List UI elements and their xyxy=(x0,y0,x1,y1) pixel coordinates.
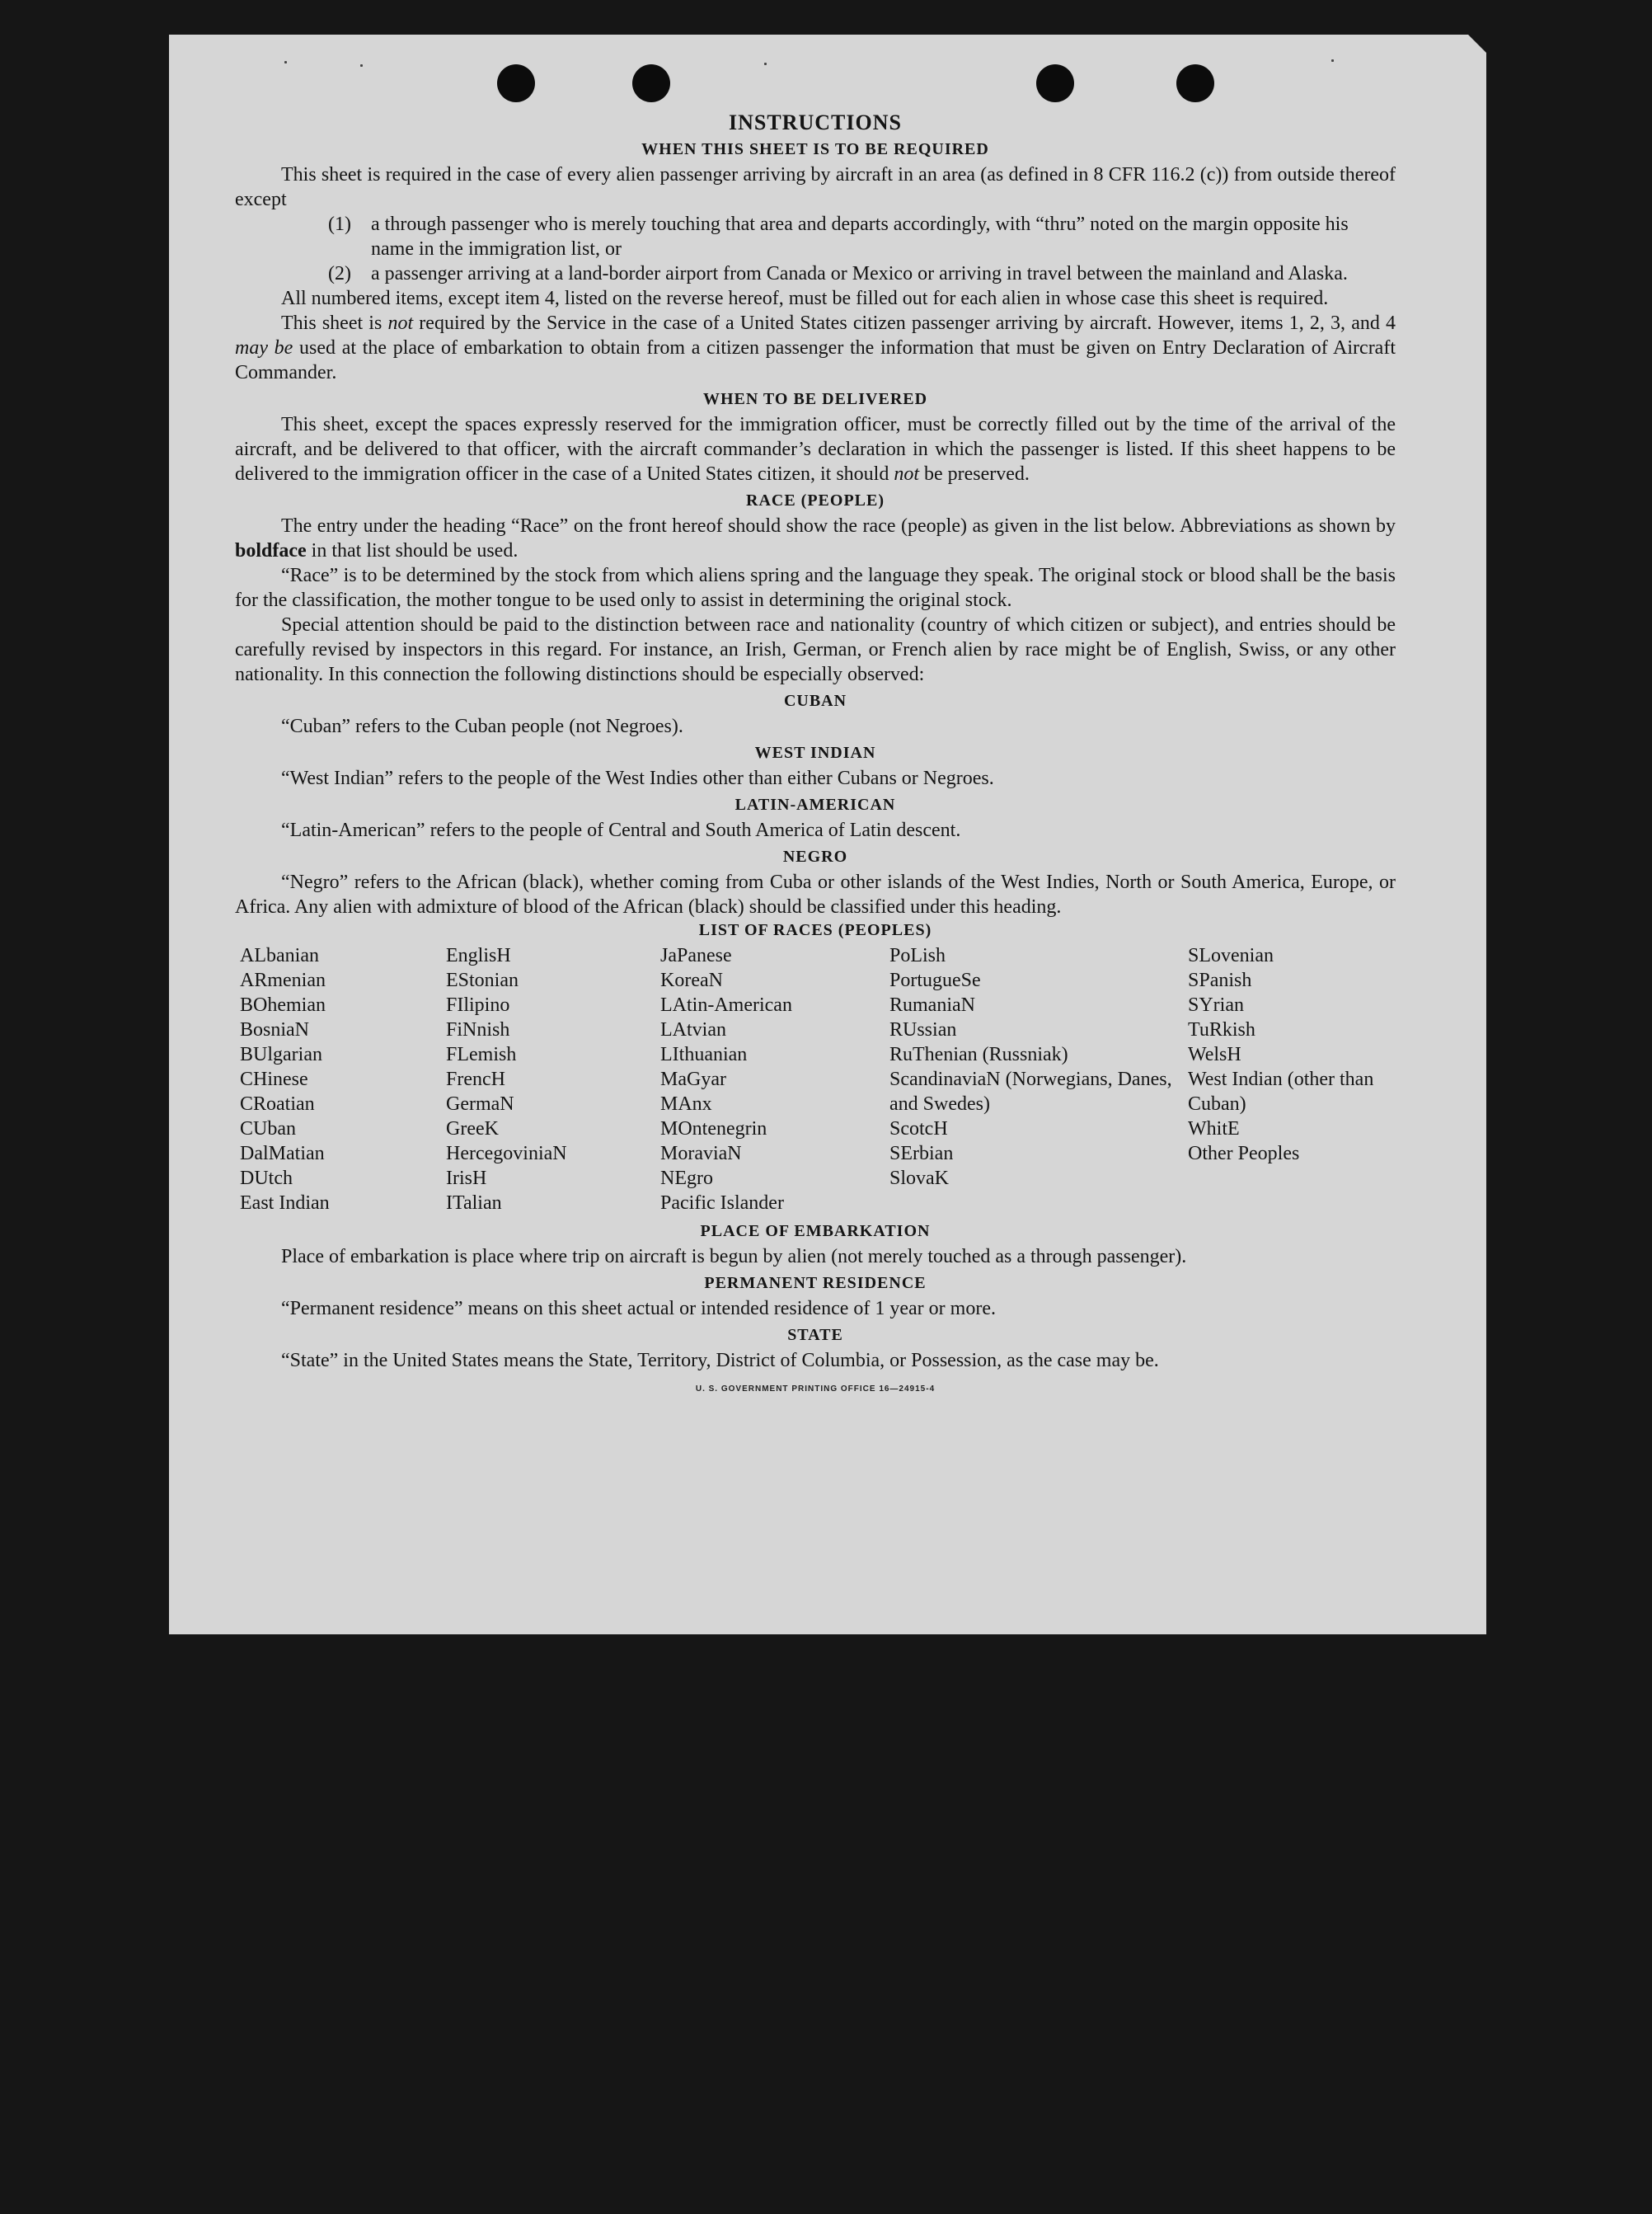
race-entry: RuThenian (Russniak) xyxy=(889,1044,1068,1065)
definition-heading-cuban: CUBAN xyxy=(783,692,847,710)
race-entry: WelsH xyxy=(1188,1044,1241,1065)
race-entry: TuRkish xyxy=(1188,1019,1255,1041)
race-paragraph-2: “Race” is to be determined by the stock from which aliens spring and the language they speak. The original stock or blood shall be the basis for the classification, the mother tongue to be used only to assist in determining the original stock. xyxy=(235,565,1396,611)
race-entry: LIthuanian xyxy=(660,1044,748,1065)
races-column xyxy=(1188,943,1394,1215)
race-entry: ARmenian xyxy=(240,970,326,991)
exception-item xyxy=(235,212,1396,261)
scan-speck xyxy=(284,61,287,63)
definition-heading-latin-american: LATIN-AMERICAN xyxy=(734,796,896,814)
citizen-text: This sheet is xyxy=(281,313,382,334)
race-text: in that list should be used. xyxy=(311,540,519,562)
race-entry: BosniaN xyxy=(240,1019,309,1041)
scan-speck xyxy=(764,63,767,65)
race-entry: EStonian xyxy=(446,970,519,991)
race-entry: FIlipino xyxy=(446,994,510,1016)
citizen-paragraph xyxy=(235,311,1396,385)
delivered-heading: WHEN TO BE DELIVERED xyxy=(702,390,928,408)
state-heading: STATE xyxy=(787,1326,843,1344)
race-entry: EnglisH xyxy=(446,945,511,966)
page-title: INSTRUCTIONS xyxy=(729,110,902,134)
scan-speck xyxy=(360,64,363,67)
races-list xyxy=(240,943,1396,1215)
race-entry: Other Peoples xyxy=(1188,1143,1300,1164)
citizen-text: required by the Service in the case of a United States citizen passenger arriving by aircraft. However, items 1, 2, 3, and 4 xyxy=(419,313,1396,334)
races-column xyxy=(660,943,889,1215)
race-entry: KoreaN xyxy=(660,970,723,991)
race-entry: BUlgarian xyxy=(240,1044,322,1065)
races-column xyxy=(446,943,660,1215)
race-entry: LAtin-American xyxy=(660,994,792,1016)
definition-text-west-indian: “West Indian” refers to the people of the West Indies other than either Cubans or Negroes. xyxy=(281,768,994,789)
race-boldface-word: boldface xyxy=(235,540,307,562)
state-paragraph: “State” in the United States means the State, Territory, District of Columbia, or Possession, as the case may be. xyxy=(281,1350,1159,1371)
race-entry: FiNnish xyxy=(446,1019,510,1041)
race-entry: MoraviaN xyxy=(660,1143,742,1164)
race-entry: NEgro xyxy=(660,1168,713,1189)
race-text: The entry under the heading “Race” on the front hereof should show the race (people) as given in the list below. Abbreviations as shown by xyxy=(281,515,1396,537)
sheet-corner xyxy=(1468,35,1486,53)
race-entry: SPanish xyxy=(1188,970,1252,991)
race-paragraph-1 xyxy=(235,514,1396,563)
definition-heading-west-indian: WEST INDIAN xyxy=(754,744,876,762)
exception-number: (2) xyxy=(328,263,351,284)
delivered-text: be preserved. xyxy=(924,463,1030,485)
races-list-heading: LIST OF RACES (PEOPLES) xyxy=(698,921,932,939)
race-entry: SYrian xyxy=(1188,994,1244,1016)
citizen-emphasis-may-be: may be xyxy=(235,337,293,359)
race-entry: DUtch xyxy=(240,1168,293,1189)
punch-hole xyxy=(1176,64,1214,102)
race-entry: WhitE xyxy=(1188,1118,1240,1140)
embarkation-paragraph: Place of embarkation is place where trip on aircraft is begun by alien (not merely touched as a through passenger). xyxy=(281,1246,1187,1267)
race-entry: CRoatian xyxy=(240,1093,315,1115)
race-entry: LAtvian xyxy=(660,1019,726,1041)
race-heading: RACE (PEOPLE) xyxy=(746,491,885,510)
definition-text-negro: “Negro” refers to the African (black), whether coming from Cuba or other islands of the West Indies, North or South America, Europe, or Africa. Any alien with admixture of blood of the African (black) should be classified under this heading. xyxy=(235,872,1396,918)
exception-item xyxy=(235,261,1396,286)
race-entry: MAnx xyxy=(660,1093,712,1115)
race-entry: Pacific Islander xyxy=(660,1192,784,1214)
definition-heading-negro: NEGRO xyxy=(782,848,848,866)
citizen-emphasis-not: not xyxy=(387,313,414,334)
race-entry: East Indian xyxy=(240,1192,330,1214)
punch-hole xyxy=(1036,64,1074,102)
embarkation-heading: PLACE OF EMBARKATION xyxy=(700,1222,931,1240)
race-entry: MOntenegrin xyxy=(660,1118,767,1140)
delivered-paragraph xyxy=(235,412,1396,487)
race-entry: ScotcH xyxy=(889,1118,948,1140)
race-entry: DalMatian xyxy=(240,1143,325,1164)
definition-text-cuban: “Cuban” refers to the Cuban people (not Negroes). xyxy=(281,716,683,737)
required-intro: This sheet is required in the case of every alien passenger arriving by aircraft in an area (as defined in 8 CFR 116.2 (c)) from outside thereof except xyxy=(235,164,1396,210)
race-entry: JaPanese xyxy=(660,945,732,966)
definitions xyxy=(235,692,1396,919)
delivered-emphasis-not: not xyxy=(894,463,919,485)
delivered-text: This sheet, except the spaces expressly reserved for the immigration officer, must be correctly filled out by the time of the arrival of the aircraft, and be delivered to that officer, with the aircraft commander’s declaration in which the passenger is listed. If this sheet happens to be delivered to the immigration officer in the case of a United States citizen, it should xyxy=(235,414,1396,485)
instruction-sheet xyxy=(169,35,1486,1634)
race-entry: BOhemian xyxy=(240,994,326,1016)
definition-text-latin-american: “Latin-American” refers to the people of Central and South America of Latin descent. xyxy=(281,820,961,841)
races-column xyxy=(889,943,1188,1215)
exception-text: a through passenger who is merely touching that area and departs accordingly, with “thru” noted on the margin opposite his name in the immigration list, or xyxy=(371,214,1349,260)
residence-heading: PERMANENT RESIDENCE xyxy=(704,1274,927,1292)
race-entry: HercegoviniaN xyxy=(446,1143,567,1164)
race-entry: MaGyar xyxy=(660,1069,726,1090)
race-entry: CHinese xyxy=(240,1069,308,1090)
race-entry: SLovenian xyxy=(1188,945,1274,966)
race-entry: ScandinaviaN (Norwegians, Danes, and Swedes) xyxy=(889,1069,1172,1115)
race-entry: SErbian xyxy=(889,1143,954,1164)
race-entry: FLemish xyxy=(446,1044,517,1065)
race-entry: IrisH xyxy=(446,1168,487,1189)
race-entry: FrencH xyxy=(446,1069,505,1090)
race-entry: ALbanian xyxy=(240,945,319,966)
race-entry: RumaniaN xyxy=(889,994,975,1016)
scan-speck xyxy=(1331,59,1334,62)
race-entry: CUban xyxy=(240,1118,296,1140)
race-entry: PortugueSe xyxy=(889,970,981,991)
races-column xyxy=(240,943,446,1215)
race-entry: GermaN xyxy=(446,1093,514,1115)
race-entry: PoLish xyxy=(889,945,946,966)
race-paragraph-3: Special attention should be paid to the distinction between race and nationality (country of which citizen or subject), and entries should be carefully revised by inspectors in this regard. For instance, an Irish, German, or French alien by race might be of English, Swiss, or any other nationality. In this connection the following distinctions should be especially observed: xyxy=(235,614,1396,685)
numbered-items-paragraph: All numbered items, except item 4, listed on the reverse hereof, must be filled out for each alien in whose case this sheet is required. xyxy=(281,288,1329,309)
race-entry: RUssian xyxy=(889,1019,957,1041)
residence-paragraph: “Permanent residence” means on this sheet actual or intended residence of 1 year or more. xyxy=(281,1298,996,1319)
race-entry: GreeK xyxy=(446,1118,499,1140)
exception-text: a passenger arriving at a land-border airport from Canada or Mexico or arriving in travel between the mainland and Alaska. xyxy=(371,263,1348,284)
punch-hole xyxy=(497,64,535,102)
punch-hole xyxy=(632,64,670,102)
race-entry: West Indian (other than Cuban) xyxy=(1188,1069,1374,1115)
printing-office-footer: U. S. GOVERNMENT PRINTING OFFICE 16—24915-4 xyxy=(695,1384,936,1394)
race-entry: SlovaK xyxy=(889,1168,949,1189)
exception-number: (1) xyxy=(328,214,351,235)
race-entry: ITalian xyxy=(446,1192,502,1214)
required-heading: WHEN THIS SHEET IS TO BE REQUIRED xyxy=(641,140,989,158)
citizen-text: used at the place of embarkation to obtain from a citizen passenger the information that must be given on Entry Declaration of Aircraft Commander. xyxy=(235,337,1396,383)
